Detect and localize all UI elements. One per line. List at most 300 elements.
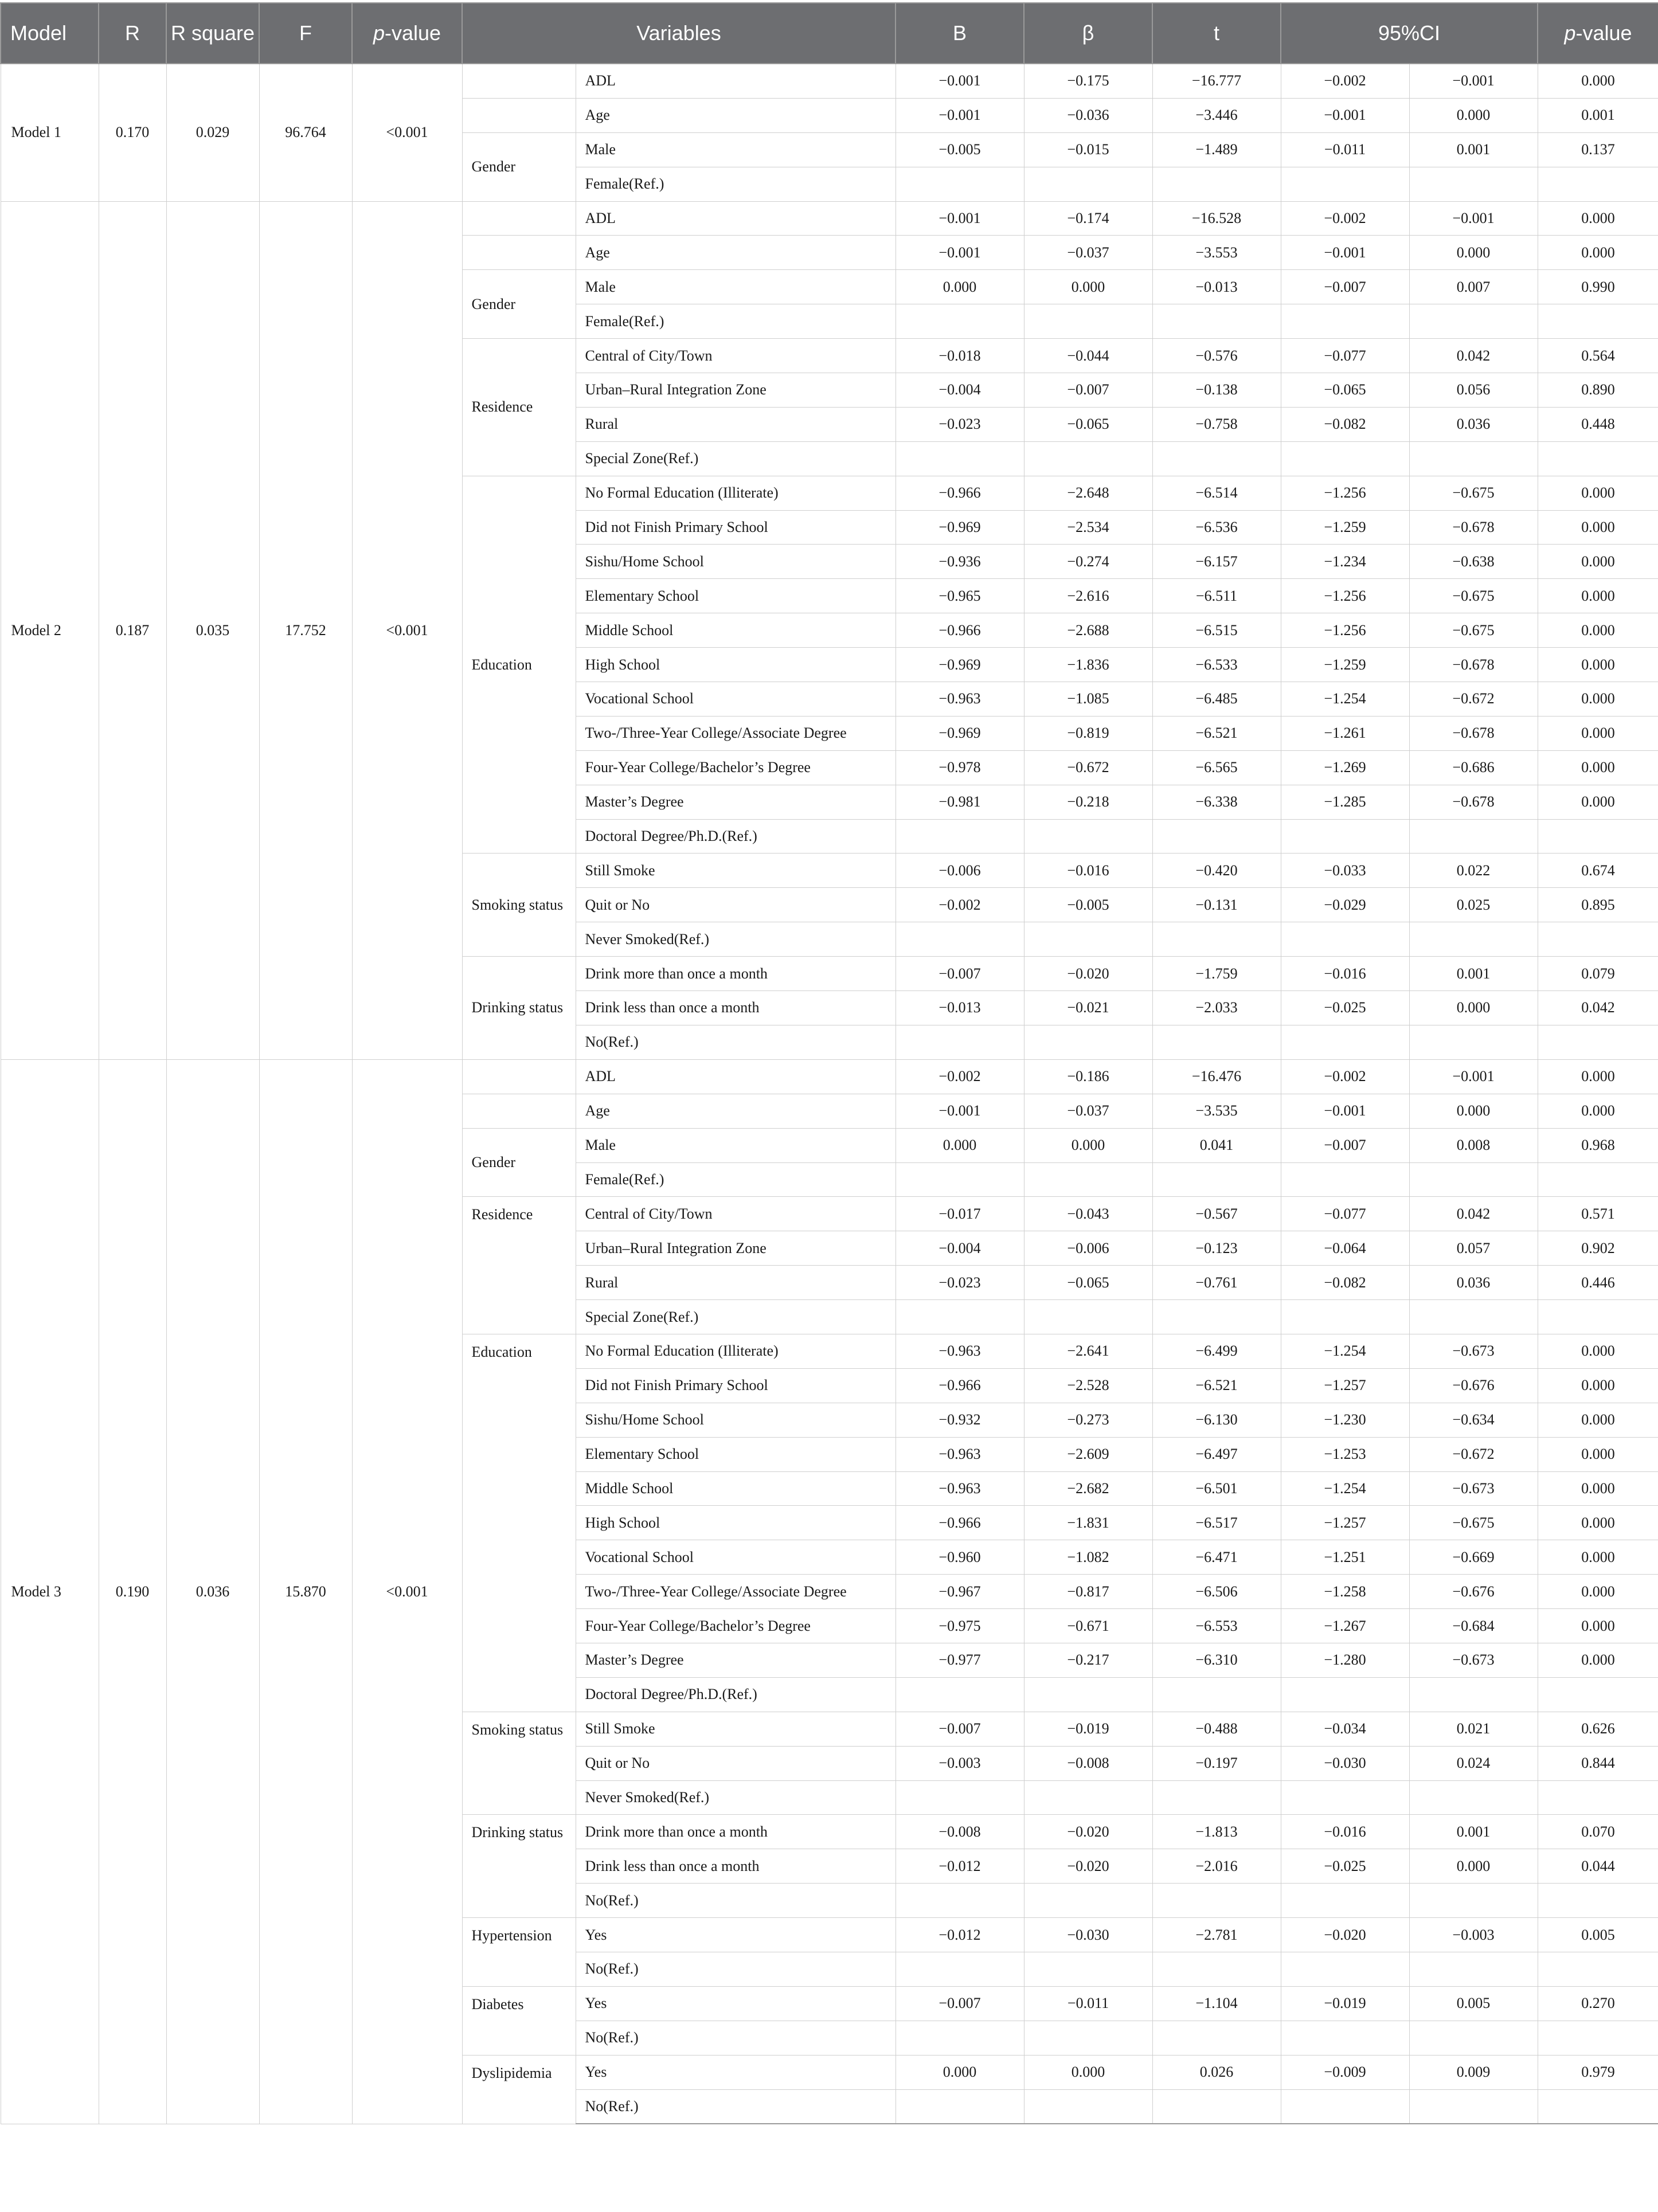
ci-upper-cell: 0.000 [1409,991,1538,1025]
beta-cell: −0.817 [1024,1575,1152,1609]
p-value-cell: 0.000 [1538,1368,1658,1403]
p-value-cell: 0.000 [1538,1609,1658,1643]
ci-upper-cell: −0.673 [1409,1334,1538,1368]
ci-upper-cell: −0.638 [1409,545,1538,579]
beta-cell: −2.528 [1024,1368,1152,1403]
t-cell: −16.528 [1152,201,1281,236]
p-value-cell [1538,2021,1658,2055]
ci-lower-cell: −0.077 [1281,339,1409,373]
ci-upper-cell: 0.036 [1409,1266,1538,1300]
b-cell: −0.017 [896,1197,1024,1231]
ci-lower-cell: −0.064 [1281,1231,1409,1266]
ci-lower-cell: −0.025 [1281,991,1409,1025]
ci-upper-cell: 0.009 [1409,2055,1538,2089]
beta-cell: −0.043 [1024,1197,1152,1231]
ci-lower-cell: −0.077 [1281,1197,1409,1231]
b-cell: −0.008 [896,1815,1024,1849]
beta-cell: −0.030 [1024,1918,1152,1952]
p-value-cell: 0.000 [1538,510,1658,545]
ci-lower-cell: −0.029 [1281,888,1409,922]
table-row [1,64,1658,98]
variable-cell: Still Smoke [576,1712,896,1746]
p-value-cell: 0.979 [1538,2055,1658,2089]
ci-lower-cell: −1.230 [1281,1403,1409,1437]
ci-upper-cell: −0.001 [1409,64,1538,98]
p-value-cell: 0.844 [1538,1746,1658,1780]
ci-upper-cell: 0.025 [1409,888,1538,922]
ci-upper-cell [1409,304,1538,339]
variable-cell: No Formal Education (Illiterate) [576,476,896,510]
beta-cell: −1.082 [1024,1540,1152,1575]
ci-lower-cell [1281,1025,1409,1059]
variable-cell: Special Zone(Ref.) [576,441,896,476]
beta-cell: −0.019 [1024,1712,1152,1746]
p-value-cell: 0.902 [1538,1231,1658,1266]
b-cell: −0.966 [896,613,1024,648]
beta-cell: −0.037 [1024,1094,1152,1128]
t-cell: −6.485 [1152,682,1281,717]
p-value-cell: 0.000 [1538,1643,1658,1677]
p-value-cell: 0.000 [1538,648,1658,682]
beta-cell: −2.534 [1024,510,1152,545]
t-cell [1152,1884,1281,1918]
p-value-cell: 0.000 [1538,1471,1658,1506]
b-cell: −0.975 [896,1609,1024,1643]
t-cell [1152,2089,1281,2124]
variable-cell: Special Zone(Ref.) [576,1300,896,1334]
beta-cell [1024,1162,1152,1197]
model-r-square: 0.036 [166,1059,259,2124]
t-cell: −2.016 [1152,1849,1281,1884]
header-p-suffix: -value [384,21,441,45]
model-name: Model 2 [1,201,99,1059]
p-value-cell: 0.000 [1538,682,1658,717]
variable-cell: Drink more than once a month [576,957,896,991]
ci-lower-cell [1281,1780,1409,1815]
ci-lower-cell: −1.254 [1281,682,1409,717]
ci-upper-cell: 0.000 [1409,1094,1538,1128]
variable-cell: Male [576,132,896,167]
ci-lower-cell: −1.267 [1281,1609,1409,1643]
b-cell: −0.001 [896,98,1024,132]
t-cell [1152,819,1281,854]
ci-lower-cell: −0.002 [1281,64,1409,98]
model-f: 96.764 [259,64,352,201]
b-cell: −0.932 [896,1403,1024,1437]
beta-cell: −2.641 [1024,1334,1152,1368]
ci-upper-cell: −0.675 [1409,613,1538,648]
p-value-cell: 0.000 [1538,1540,1658,1575]
beta-cell: −0.065 [1024,407,1152,441]
variable-cell: Male [576,270,896,304]
b-cell: −0.969 [896,716,1024,750]
ci-lower-cell: −0.016 [1281,1815,1409,1849]
variable-cell: Two-/Three-Year College/Associate Degree [576,1575,896,1609]
p-value-cell: 0.001 [1538,98,1658,132]
ci-upper-cell: −0.669 [1409,1540,1538,1575]
ci-lower-cell [1281,1677,1409,1712]
b-cell: −0.012 [896,1918,1024,1952]
p-value-cell [1538,1677,1658,1712]
t-cell: −1.813 [1152,1815,1281,1849]
ci-upper-cell: 0.001 [1409,957,1538,991]
t-cell: −0.567 [1152,1197,1281,1231]
ci-upper-cell: −0.676 [1409,1575,1538,1609]
beta-cell [1024,1677,1152,1712]
t-cell: −1.489 [1152,132,1281,167]
b-cell: −0.963 [896,1471,1024,1506]
beta-cell: −0.174 [1024,201,1152,236]
t-cell: −6.338 [1152,785,1281,819]
beta-cell: −0.217 [1024,1643,1152,1677]
variable-group [462,201,576,236]
b-cell [896,1884,1024,1918]
header-beta: β [1024,3,1152,64]
variable-cell: Quit or No [576,888,896,922]
t-cell: −2.781 [1152,1918,1281,1952]
ci-upper-cell: −0.672 [1409,682,1538,717]
t-cell: −16.777 [1152,64,1281,98]
variable-cell: Four-Year College/Bachelor’s Degree [576,750,896,785]
beta-cell: −0.011 [1024,1986,1152,2021]
p-value-cell [1538,441,1658,476]
ci-lower-cell [1281,1952,1409,1986]
b-cell: −0.001 [896,201,1024,236]
p-value-cell [1538,819,1658,854]
variable-group: Residence [462,339,576,476]
p-value-cell [1538,2089,1658,2124]
t-cell: −6.521 [1152,1368,1281,1403]
variable-cell: Never Smoked(Ref.) [576,922,896,957]
variable-group: Diabetes [462,1986,576,2055]
t-cell: −0.758 [1152,407,1281,441]
b-cell: −0.006 [896,854,1024,888]
ci-lower-cell: −0.082 [1281,1266,1409,1300]
header-b: B [896,3,1024,64]
variable-cell: No(Ref.) [576,1952,896,1986]
t-cell: −6.497 [1152,1437,1281,1471]
variable-cell: Urban–Rural Integration Zone [576,373,896,408]
variable-cell: Drink more than once a month [576,1815,896,1849]
b-cell: −0.963 [896,682,1024,717]
variable-cell: Doctoral Degree/Ph.D.(Ref.) [576,819,896,854]
ci-upper-cell: −0.675 [1409,476,1538,510]
ci-lower-cell: −1.251 [1281,1540,1409,1575]
ci-upper-cell: −0.676 [1409,1368,1538,1403]
variable-cell: No(Ref.) [576,1884,896,1918]
t-cell: −3.446 [1152,98,1281,132]
ci-upper-cell: −0.684 [1409,1609,1538,1643]
p-value-cell: 0.000 [1538,1403,1658,1437]
b-cell: −0.007 [896,957,1024,991]
variable-cell: Female(Ref.) [576,167,896,201]
ci-lower-cell: −0.009 [1281,2055,1409,2089]
b-cell [896,1162,1024,1197]
ci-upper-cell [1409,1952,1538,1986]
beta-cell [1024,922,1152,957]
b-cell [896,441,1024,476]
ci-lower-cell: −0.011 [1281,132,1409,167]
b-cell: −0.969 [896,648,1024,682]
ci-upper-cell [1409,1300,1538,1334]
beta-cell: −2.648 [1024,476,1152,510]
ci-lower-cell: −1.261 [1281,716,1409,750]
b-cell: −0.005 [896,132,1024,167]
t-cell: −1.759 [1152,957,1281,991]
ci-upper-cell [1409,819,1538,854]
b-cell: −0.001 [896,236,1024,270]
t-cell: −0.576 [1152,339,1281,373]
ci-lower-cell: −1.253 [1281,1437,1409,1471]
header-f: F [259,3,352,64]
header-p2-suffix: -value [1575,21,1632,45]
model-p-value: <0.001 [352,201,462,1059]
t-cell: −6.553 [1152,1609,1281,1643]
t-cell: −6.517 [1152,1506,1281,1540]
t-cell: 0.026 [1152,2055,1281,2089]
beta-cell: 0.000 [1024,2055,1152,2089]
variable-cell: Middle School [576,613,896,648]
ci-upper-cell: −0.673 [1409,1471,1538,1506]
variable-group: Drinking status [462,957,576,1060]
b-cell: −0.007 [896,1712,1024,1746]
b-cell: −0.969 [896,510,1024,545]
t-cell: −6.501 [1152,1471,1281,1506]
variable-cell: No(Ref.) [576,1025,896,1059]
p-value-cell: 0.968 [1538,1128,1658,1162]
b-cell: −0.981 [896,785,1024,819]
b-cell: −0.966 [896,1368,1024,1403]
variable-cell: Elementary School [576,579,896,613]
p-value-cell: 0.000 [1538,64,1658,98]
ci-upper-cell: −0.675 [1409,579,1538,613]
variable-cell: Elementary School [576,1437,896,1471]
b-cell: −0.004 [896,373,1024,408]
ci-upper-cell [1409,1884,1538,1918]
variable-cell: Did not Finish Primary School [576,1368,896,1403]
beta-cell: −0.007 [1024,373,1152,408]
variable-group: Smoking status [462,1712,576,1815]
beta-cell: −0.005 [1024,888,1152,922]
model-name: Model 3 [1,1059,99,2124]
variable-cell: Did not Finish Primary School [576,510,896,545]
t-cell [1152,1162,1281,1197]
variable-cell: Yes [576,2055,896,2089]
ci-upper-cell: 0.024 [1409,1746,1538,1780]
ci-upper-cell: 0.056 [1409,373,1538,408]
p-value-cell: 0.070 [1538,1815,1658,1849]
beta-cell: −0.065 [1024,1266,1152,1300]
p-value-cell [1538,1884,1658,1918]
variable-cell: Age [576,98,896,132]
t-cell: −3.553 [1152,236,1281,270]
b-cell [896,1952,1024,1986]
b-cell [896,2021,1024,2055]
variable-cell: Central of City/Town [576,339,896,373]
ci-lower-cell [1281,1300,1409,1334]
ci-upper-cell [1409,1780,1538,1815]
ci-lower-cell: −0.001 [1281,236,1409,270]
variable-cell: Vocational School [576,1540,896,1575]
variable-group: Smoking status [462,854,576,957]
t-cell: −6.521 [1152,716,1281,750]
ci-lower-cell: −1.259 [1281,510,1409,545]
p-value-cell: 0.564 [1538,339,1658,373]
b-cell: −0.963 [896,1334,1024,1368]
p-value-cell [1538,304,1658,339]
header-ci: 95%CI [1281,3,1538,64]
beta-cell [1024,1025,1152,1059]
header-p-italic: p [373,21,385,45]
variable-cell: Urban–Rural Integration Zone [576,1231,896,1266]
ci-upper-cell [1409,922,1538,957]
p-value-cell: 0.000 [1538,1334,1658,1368]
model-r: 0.190 [99,1059,166,2124]
t-cell: −6.565 [1152,750,1281,785]
variable-cell: Yes [576,1986,896,2021]
ci-upper-cell: 0.000 [1409,98,1538,132]
beta-cell: −0.672 [1024,750,1152,785]
ci-upper-cell: −0.675 [1409,1506,1538,1540]
variable-cell: Male [576,1128,896,1162]
ci-lower-cell: −1.256 [1281,476,1409,510]
beta-cell: −0.671 [1024,1609,1152,1643]
ci-upper-cell: 0.007 [1409,270,1538,304]
ci-lower-cell: −0.025 [1281,1849,1409,1884]
b-cell: −0.023 [896,1266,1024,1300]
t-cell: −6.515 [1152,613,1281,648]
beta-cell [1024,167,1152,201]
beta-cell: −2.688 [1024,613,1152,648]
variable-cell: Two-/Three-Year College/Associate Degree [576,716,896,750]
t-cell [1152,1677,1281,1712]
variable-cell: Age [576,236,896,270]
ci-lower-cell: −0.030 [1281,1746,1409,1780]
t-cell [1152,1300,1281,1334]
ci-lower-cell: −1.257 [1281,1368,1409,1403]
ci-upper-cell [1409,2089,1538,2124]
b-cell: −0.007 [896,1986,1024,2021]
header-r: R [99,3,166,64]
variable-cell: High School [576,1506,896,1540]
variable-group [462,1094,576,1128]
b-cell: −0.977 [896,1643,1024,1677]
t-cell: −6.499 [1152,1334,1281,1368]
variable-group: Drinking status [462,1815,576,1918]
ci-lower-cell: −1.257 [1281,1506,1409,1540]
ci-lower-cell: −1.280 [1281,1643,1409,1677]
variable-cell: No Formal Education (Illiterate) [576,1334,896,1368]
ci-upper-cell: −0.678 [1409,785,1538,819]
beta-cell: −0.044 [1024,339,1152,373]
p-value-cell: 0.000 [1538,236,1658,270]
t-cell [1152,167,1281,201]
ci-lower-cell [1281,1884,1409,1918]
ci-upper-cell: −0.672 [1409,1437,1538,1471]
regression-table [0,2,1658,2124]
ci-lower-cell: −0.007 [1281,1128,1409,1162]
beta-cell: −0.021 [1024,991,1152,1025]
ci-upper-cell: −0.001 [1409,1059,1538,1094]
ci-lower-cell: −0.001 [1281,98,1409,132]
variable-group [462,236,576,270]
ci-lower-cell: −0.033 [1281,854,1409,888]
variable-cell: High School [576,648,896,682]
b-cell [896,1780,1024,1815]
beta-cell: −1.836 [1024,648,1152,682]
variable-cell: Quit or No [576,1746,896,1780]
t-cell: −0.197 [1152,1746,1281,1780]
variable-cell: No(Ref.) [576,2021,896,2055]
ci-upper-cell: −0.001 [1409,201,1538,236]
variable-cell: Master’s Degree [576,1643,896,1677]
variable-group [462,1059,576,1094]
p-value-cell: 0.044 [1538,1849,1658,1884]
beta-cell: −0.819 [1024,716,1152,750]
ci-lower-cell: −1.254 [1281,1334,1409,1368]
beta-cell: −0.273 [1024,1403,1152,1437]
ci-lower-cell [1281,167,1409,201]
t-cell: −6.506 [1152,1575,1281,1609]
p-value-cell: 0.448 [1538,407,1658,441]
b-cell: −0.966 [896,1506,1024,1540]
ci-lower-cell [1281,2089,1409,2124]
t-cell [1152,2021,1281,2055]
variable-cell: Sishu/Home School [576,545,896,579]
beta-cell: −0.186 [1024,1059,1152,1094]
t-cell: −6.130 [1152,1403,1281,1437]
ci-lower-cell: −0.020 [1281,1918,1409,1952]
variable-group: Gender [462,132,576,201]
ci-upper-cell: 0.000 [1409,236,1538,270]
variable-cell: Drink less than once a month [576,991,896,1025]
beta-cell: −0.037 [1024,236,1152,270]
beta-cell [1024,819,1152,854]
b-cell: −0.002 [896,888,1024,922]
beta-cell: −0.274 [1024,545,1152,579]
b-cell: −0.018 [896,339,1024,373]
t-cell: −6.471 [1152,1540,1281,1575]
variable-cell: Female(Ref.) [576,1162,896,1197]
header-variables: Variables [462,3,896,64]
variable-cell: Yes [576,1918,896,1952]
variable-group: Gender [462,270,576,339]
ci-upper-cell [1409,1025,1538,1059]
b-cell [896,1025,1024,1059]
ci-upper-cell: 0.021 [1409,1712,1538,1746]
variable-cell: Sishu/Home School [576,1403,896,1437]
p-value-cell: 0.990 [1538,270,1658,304]
p-value-cell [1538,167,1658,201]
model-r: 0.170 [99,64,166,201]
p-value-cell [1538,1300,1658,1334]
t-cell [1152,922,1281,957]
p-value-cell: 0.000 [1538,785,1658,819]
ci-lower-cell: −1.234 [1281,545,1409,579]
t-cell: 0.041 [1152,1128,1281,1162]
ci-lower-cell [1281,819,1409,854]
p-value-cell: 0.000 [1538,1506,1658,1540]
t-cell: −6.536 [1152,510,1281,545]
p-value-cell [1538,922,1658,957]
b-cell: −0.963 [896,1437,1024,1471]
variable-group [462,64,576,98]
beta-cell [1024,1300,1152,1334]
p-value-cell: 0.000 [1538,1059,1658,1094]
variable-group [462,98,576,132]
model-f: 15.870 [259,1059,352,2124]
p-value-cell: 0.626 [1538,1712,1658,1746]
